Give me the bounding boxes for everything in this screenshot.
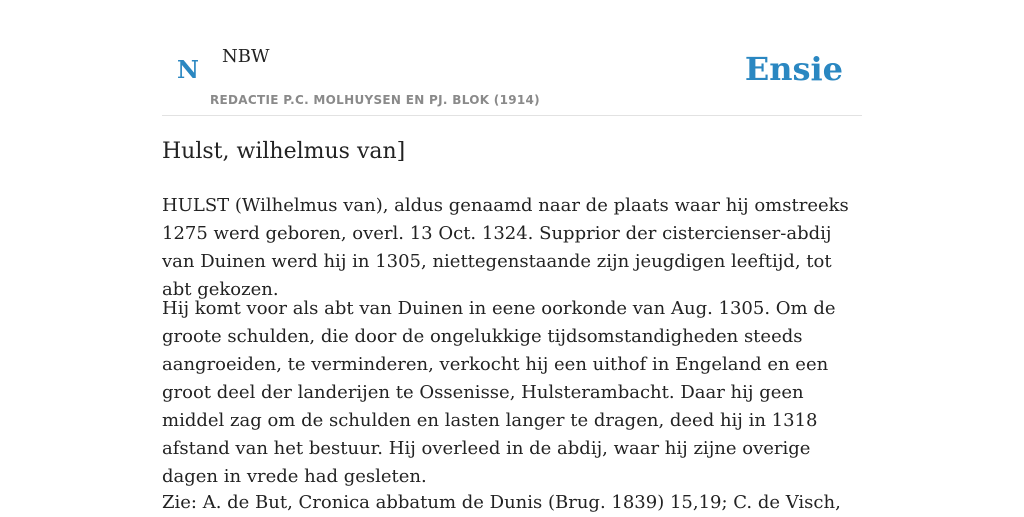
header-divider — [162, 115, 862, 116]
brand-logo[interactable]: Ensie — [744, 50, 843, 88]
article-paragraph: Zie: A. de But, Cronica abbatum de Dunis (Brug. 1839) 15,19; C. de Visch, — [162, 492, 841, 513]
article-title: Hulst, wilhelmus van] — [162, 139, 406, 164]
editors-credit: REDACTIE P.C. MOLHUYSEN EN PJ. BLOK (1914) — [210, 93, 540, 107]
source-name[interactable]: NBW — [222, 46, 270, 67]
article-paragraph: HULST (Wilhelmus van), aldus genaamd naar de plaats waar hij omstreeks 1275 werd geboren, overl. 13 Oct. 1324. Supprior der cistercienser-abdij van Duinen werd hij in 1305, niettegenstaande zijn jeugdigen leeftijd, tot abt gekozen. — [162, 195, 849, 300]
article-paragraph: Hij komt voor als abt van Duinen in eene oorkonde van Aug. 1305. Om de groote schulden, die door de ongelukkige tijdsomstandigheden steeds aangroeiden, te verminderen, verkocht hij een uithof in Engeland en een groot deel der landerijen te Ossenisse, Hulsterambacht. Daar hij geen middel zag om de schulden en lasten langer te dragen, deed hij in 1318 afstand van het bestuur. Hij overleed in de abdij, waar hij zijne overige dagen in vrede had gesleten. — [162, 298, 836, 487]
source-logo-icon[interactable]: N — [177, 55, 199, 84]
